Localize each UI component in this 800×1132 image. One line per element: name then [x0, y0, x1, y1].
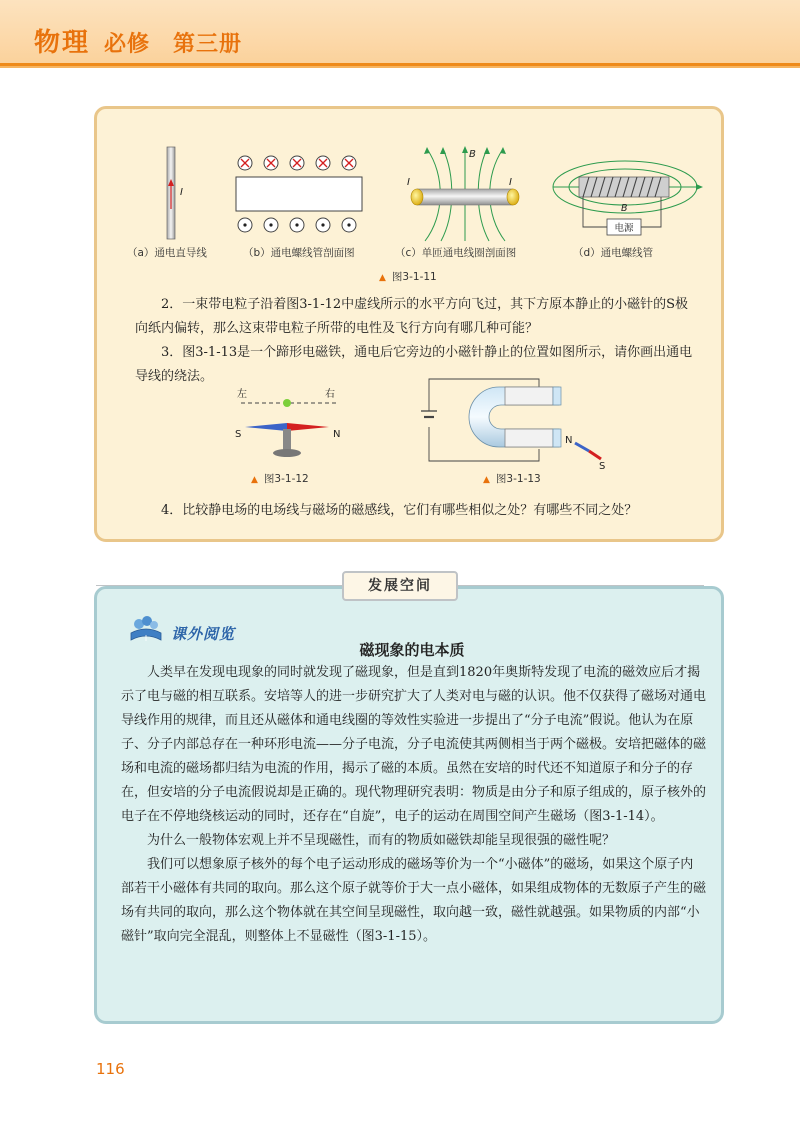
- question-3: 3．图3-1-13是一个蹄形电磁铁，通电后它旁边的小磁针静止的位置如图所示，请你画出通电导线的绕法。: [135, 345, 693, 384]
- fig12-s: S: [235, 429, 242, 440]
- reading-tag: 课外阅览: [171, 625, 236, 643]
- section-banner: 发展空间: [342, 571, 458, 601]
- figure-3-1-13-text: 图3-1-13: [495, 473, 541, 485]
- caption-a: （a）通电直导线: [127, 247, 207, 259]
- current-label-a: I: [180, 187, 183, 198]
- reading-title: 磁现象的电本质: [359, 641, 465, 659]
- current-label-c-left: I: [407, 177, 410, 188]
- question-2: 2．一束带电粒子沿着图3-1-12中虚线所示的水平方向飞过，其下方原本静止的小磁针的S极向纸内偏转，那么这束带电粒子所带的电性及飞行方向有哪几种可能？: [135, 297, 689, 336]
- fig13-s: S: [599, 461, 606, 469]
- power-label: 电源: [614, 223, 634, 234]
- figure-solenoid-power: [549, 155, 709, 241]
- header-divider: [0, 66, 800, 68]
- reading-paragraph: 我们可以想象原子核外的每个电子运动形成的磁场等价为一个“小磁体”的磁场，如果这个原子内部若干小磁体有共同的取向。那么这个原子就等价于大一点小磁体，如果组成物体的无数原子产生的磁场有共同的取向，那么这个物体就在其空间呈现磁性，取向越一致，磁性就越强。如果物质的内部“小磁针”取向完全混乱，则整体上不显磁性（图3-1-15）。: [121, 857, 707, 944]
- fig12-left: 左: [237, 389, 247, 400]
- caption-d: （d）通电螺线管: [573, 247, 654, 259]
- reading-paragraph: 为什么一般物体宏观上并不呈现磁性，而有的物质如磁铁却能呈现很强的磁性呢？: [147, 833, 616, 848]
- fig13-n: N: [565, 435, 573, 446]
- figure-3-1-12-label: ▲ 图3-1-12: [251, 473, 309, 485]
- figure-3-1-12-text: 图3-1-12: [263, 473, 309, 485]
- figure-horseshoe-magnet: [409, 377, 619, 469]
- fig12-n: N: [333, 429, 341, 440]
- page-number: 116: [96, 1060, 125, 1078]
- question-4: 4．比较静电场的电场线与磁场的磁感线，它们有哪些相似之处？有哪些不同之处？: [161, 503, 638, 518]
- fig12-right: 右: [325, 389, 335, 400]
- caption-c: （c）单匝通电线圈剖面图: [395, 247, 517, 259]
- figure-3-1-13-label: ▲ 图3-1-13: [483, 473, 541, 485]
- reading-body: [121, 661, 706, 949]
- current-label-c-right: I: [509, 177, 512, 188]
- reading-paragraph: 人类早在发现电现象的同时就发现了磁现象，但是直到1820年奥斯特发现了电流的磁效应后才揭示了电与磁的相互联系。安培等人的进一步研究扩大了人类对电与磁的认识。他不仅获得了磁场对通电导线作用的规律，而且还从磁体和通电线圈的等效性实验进一步提出了“分子电流”假说。他认为在原子、分子内部总存在一种环形电流——分子电流，分子电流使其两侧相当于两个磁极。安培把磁体的磁场和电流的磁场都归结为电流的作用，揭示了磁的本质。虽然在安培的时代还不知道原子和分子的存在，但安培的分子电流假说却是正确的。现代物理研究表明：物质是由分子和原子组成的，原子核外的电子在不停地绕核运动的同时，还存在“自旋”，电子的运动在周围空间产生磁场（图3-1-14）。: [121, 665, 707, 824]
- figure-single-loop: [405, 145, 525, 245]
- book-title: [34, 22, 242, 59]
- field-label-c: B: [469, 149, 476, 160]
- figure-3-1-11-label: ▲ 图3-1-11: [379, 271, 437, 283]
- figure-solenoid-section: [231, 155, 371, 235]
- book-subject: 物理: [34, 28, 91, 58]
- reading-box: [94, 586, 724, 1024]
- figure-3-1-11-text: 图3-1-11: [391, 271, 437, 283]
- book-subtitle: 必修 第三册: [104, 32, 243, 57]
- exercise-box: [94, 106, 724, 542]
- figure-compass: [235, 387, 345, 461]
- caption-b: （b）通电螺线管剖面图: [243, 247, 355, 259]
- figure-straight-wire: [153, 145, 193, 241]
- page-header: [0, 0, 800, 66]
- field-label-d: B: [621, 203, 628, 214]
